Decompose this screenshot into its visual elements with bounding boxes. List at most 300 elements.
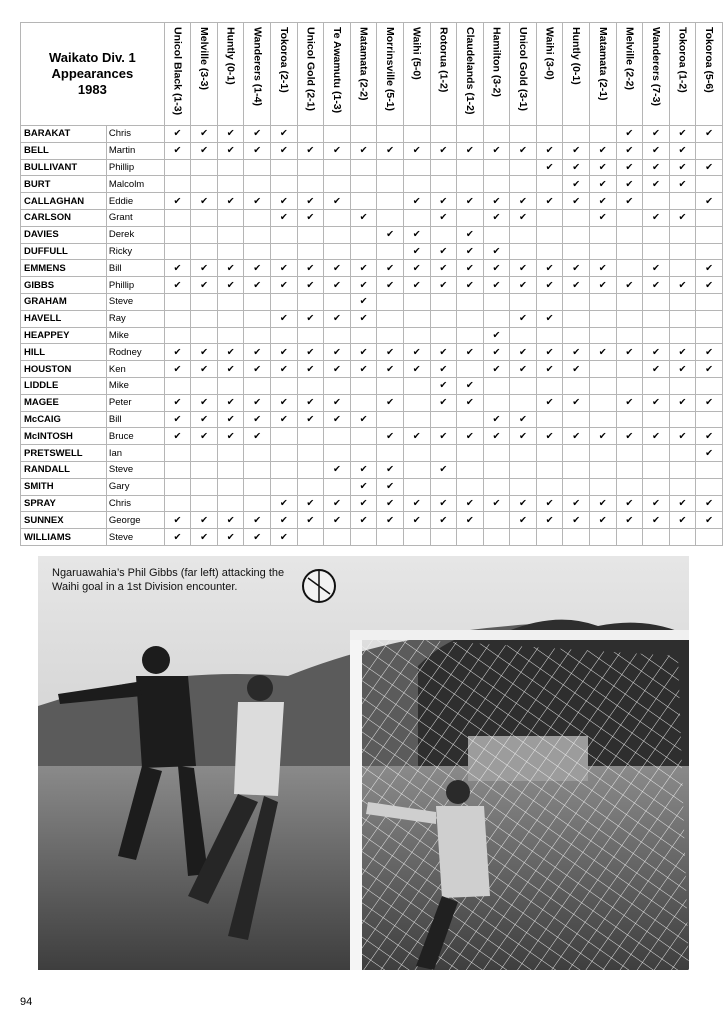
player-surname: HEAPPEY <box>21 327 107 344</box>
appearance-cell-empty <box>217 243 244 260</box>
match-header <box>510 23 537 126</box>
appearance-cell-empty <box>589 394 616 411</box>
appearance-cell-empty <box>643 461 670 478</box>
appearance-tick: ✔ <box>350 293 377 310</box>
appearance-tick: ✔ <box>483 277 510 294</box>
appearance-cell-empty <box>536 176 563 193</box>
appearance-cell-empty <box>696 529 723 546</box>
appearance-tick: ✔ <box>457 495 484 512</box>
appearance-cell-empty <box>403 377 430 394</box>
player-surname: CARLSON <box>21 209 107 226</box>
appearance-cell-empty <box>563 126 590 143</box>
appearance-cell-empty <box>244 327 271 344</box>
appearance-tick: ✔ <box>271 361 298 378</box>
appearance-tick: ✔ <box>696 159 723 176</box>
appearance-cell-empty <box>297 176 324 193</box>
appearance-cell-empty <box>191 310 218 327</box>
appearance-cell-empty <box>377 193 404 210</box>
appearance-cell-empty <box>563 226 590 243</box>
appearance-cell-empty <box>696 243 723 260</box>
appearance-cell-empty <box>510 327 537 344</box>
appearance-cell-empty <box>669 461 696 478</box>
appearance-cell-empty <box>616 243 643 260</box>
appearance-tick: ✔ <box>403 361 430 378</box>
appearance-cell-empty <box>403 478 430 495</box>
player-row <box>21 495 723 512</box>
appearance-cell-empty <box>510 445 537 462</box>
appearance-cell-empty <box>350 394 377 411</box>
appearance-cell-empty <box>696 327 723 344</box>
appearance-cell-empty <box>377 310 404 327</box>
appearance-tick: ✔ <box>563 495 590 512</box>
appearance-tick: ✔ <box>616 428 643 445</box>
appearance-tick: ✔ <box>616 394 643 411</box>
appearance-cell-empty <box>164 377 191 394</box>
appearance-tick: ✔ <box>271 529 298 546</box>
appearance-cell-empty <box>324 126 351 143</box>
appearance-cell-empty <box>217 445 244 462</box>
appearance-cell-empty <box>589 478 616 495</box>
appearance-cell-empty <box>271 327 298 344</box>
appearance-cell-empty <box>244 176 271 193</box>
appearance-tick: ✔ <box>696 344 723 361</box>
appearance-cell-empty <box>244 159 271 176</box>
appearance-tick: ✔ <box>191 142 218 159</box>
appearance-cell-empty <box>483 310 510 327</box>
appearance-tick: ✔ <box>483 411 510 428</box>
appearance-tick: ✔ <box>244 193 271 210</box>
player-firstname: Ian <box>106 445 164 462</box>
appearance-tick: ✔ <box>536 512 563 529</box>
player-firstname: Ricky <box>106 243 164 260</box>
appearance-tick: ✔ <box>510 344 537 361</box>
appearance-tick: ✔ <box>696 445 723 462</box>
appearance-cell-empty <box>643 193 670 210</box>
appearance-cell-empty <box>324 293 351 310</box>
appearance-cell-empty <box>536 226 563 243</box>
player-row <box>21 445 723 462</box>
appearance-tick: ✔ <box>589 159 616 176</box>
appearance-cell-empty <box>244 310 271 327</box>
appearance-cell-empty <box>377 445 404 462</box>
appearance-cell-empty <box>589 377 616 394</box>
appearance-cell-empty <box>377 126 404 143</box>
appearance-tick: ✔ <box>483 193 510 210</box>
player-firstname: Eddie <box>106 193 164 210</box>
appearance-tick: ✔ <box>643 344 670 361</box>
appearance-cell-empty <box>457 310 484 327</box>
appearance-cell-empty <box>324 445 351 462</box>
player-row <box>21 327 723 344</box>
appearance-cell-empty <box>643 478 670 495</box>
appearance-tick: ✔ <box>536 344 563 361</box>
appearance-tick: ✔ <box>350 209 377 226</box>
appearance-tick: ✔ <box>191 428 218 445</box>
player-row <box>21 529 723 546</box>
appearance-tick: ✔ <box>696 428 723 445</box>
appearance-tick: ✔ <box>324 461 351 478</box>
appearance-cell-empty <box>271 461 298 478</box>
title-line-2: Appearances <box>51 66 134 81</box>
appearance-tick: ✔ <box>430 142 457 159</box>
appearance-tick: ✔ <box>350 411 377 428</box>
appearance-cell-empty <box>164 243 191 260</box>
appearance-cell-empty <box>191 159 218 176</box>
appearance-tick: ✔ <box>430 243 457 260</box>
player-surname: BULLIVANT <box>21 159 107 176</box>
appearance-cell-empty <box>324 478 351 495</box>
player-firstname: Malcolm <box>106 176 164 193</box>
match-header <box>669 23 696 126</box>
appearance-tick: ✔ <box>669 394 696 411</box>
appearance-tick: ✔ <box>643 361 670 378</box>
appearance-tick: ✔ <box>589 142 616 159</box>
player-row <box>21 512 723 529</box>
appearance-tick: ✔ <box>563 512 590 529</box>
appearance-tick: ✔ <box>669 512 696 529</box>
appearance-tick: ✔ <box>669 209 696 226</box>
appearance-cell-empty <box>350 159 377 176</box>
appearance-cell-empty <box>483 176 510 193</box>
match-photo <box>38 556 689 970</box>
appearance-tick: ✔ <box>271 126 298 143</box>
appearance-cell-empty <box>589 126 616 143</box>
appearance-tick: ✔ <box>510 361 537 378</box>
appearance-cell-empty <box>324 327 351 344</box>
appearance-tick: ✔ <box>377 478 404 495</box>
match-header <box>271 23 298 126</box>
match-label: Melville (2-2) <box>623 27 636 91</box>
appearance-tick: ✔ <box>669 277 696 294</box>
header-row <box>21 23 723 126</box>
appearance-cell-empty <box>457 327 484 344</box>
appearance-tick: ✔ <box>350 512 377 529</box>
player-row <box>21 428 723 445</box>
player-firstname: Grant <box>106 209 164 226</box>
appearance-tick: ✔ <box>271 209 298 226</box>
player-row <box>21 142 723 159</box>
appearance-cell-empty <box>510 226 537 243</box>
player-row <box>21 209 723 226</box>
appearance-cell-empty <box>563 445 590 462</box>
match-label: Melville (3-3) <box>198 27 211 91</box>
appearance-cell-empty <box>457 126 484 143</box>
appearance-tick: ✔ <box>510 428 537 445</box>
appearance-tick: ✔ <box>324 193 351 210</box>
appearance-cell-empty <box>217 159 244 176</box>
appearance-tick: ✔ <box>669 176 696 193</box>
player-firstname: Steve <box>106 461 164 478</box>
match-header <box>430 23 457 126</box>
appearance-tick: ✔ <box>510 310 537 327</box>
appearance-tick: ✔ <box>669 495 696 512</box>
player-firstname: Bruce <box>106 428 164 445</box>
appearance-cell-empty <box>589 226 616 243</box>
appearance-cell-empty <box>164 310 191 327</box>
appearance-cell-empty <box>403 529 430 546</box>
player-row <box>21 293 723 310</box>
match-label: Huntly (0-1) <box>570 27 583 85</box>
match-label: Hamilton (3-2) <box>490 27 503 98</box>
player-surname: MAGEE <box>21 394 107 411</box>
appearance-tick: ✔ <box>536 277 563 294</box>
appearance-cell-empty <box>643 377 670 394</box>
appearance-tick: ✔ <box>483 361 510 378</box>
player-row <box>21 277 723 294</box>
appearance-tick: ✔ <box>430 344 457 361</box>
appearance-tick: ✔ <box>510 277 537 294</box>
appearance-cell-empty <box>403 159 430 176</box>
appearance-cell-empty <box>536 461 563 478</box>
title-line-3: 1983 <box>77 82 107 97</box>
appearance-tick: ✔ <box>536 495 563 512</box>
appearance-cell-empty <box>616 478 643 495</box>
appearance-tick: ✔ <box>403 226 430 243</box>
appearance-tick: ✔ <box>324 361 351 378</box>
match-label: Huntly (0-1) <box>224 27 237 85</box>
appearance-cell-empty <box>244 377 271 394</box>
appearance-cell-empty <box>510 243 537 260</box>
appearance-cell-empty <box>217 226 244 243</box>
appearance-cell-empty <box>589 445 616 462</box>
player-firstname: Martin <box>106 142 164 159</box>
appearance-cell-empty <box>536 411 563 428</box>
appearance-cell-empty <box>244 461 271 478</box>
appearance-cell-empty <box>377 327 404 344</box>
appearance-cell-empty <box>244 478 271 495</box>
appearance-cell-empty <box>616 310 643 327</box>
appearance-cell-empty <box>164 478 191 495</box>
appearance-tick: ✔ <box>403 142 430 159</box>
player-firstname: Ken <box>106 361 164 378</box>
players-body <box>21 126 723 546</box>
appearance-tick: ✔ <box>297 209 324 226</box>
appearance-cell-empty <box>403 310 430 327</box>
appearance-tick: ✔ <box>643 159 670 176</box>
appearance-tick: ✔ <box>271 344 298 361</box>
appearance-cell-empty <box>483 512 510 529</box>
appearance-cell-empty <box>324 428 351 445</box>
player-firstname: Peter <box>106 394 164 411</box>
player-firstname: Phillip <box>106 159 164 176</box>
appearance-cell-empty <box>297 478 324 495</box>
match-header <box>244 23 271 126</box>
appearance-tick: ✔ <box>643 209 670 226</box>
appearance-tick: ✔ <box>457 277 484 294</box>
appearance-tick: ✔ <box>164 394 191 411</box>
appearance-tick: ✔ <box>377 260 404 277</box>
appearance-tick: ✔ <box>244 361 271 378</box>
match-label: Te Awamutu (1-3) <box>330 27 343 114</box>
appearance-tick: ✔ <box>457 142 484 159</box>
player-row <box>21 377 723 394</box>
appearance-cell-empty <box>271 377 298 394</box>
appearance-tick: ✔ <box>536 361 563 378</box>
appearance-tick: ✔ <box>244 260 271 277</box>
appearance-tick: ✔ <box>510 209 537 226</box>
appearance-tick: ✔ <box>377 394 404 411</box>
appearance-cell-empty <box>403 176 430 193</box>
player-surname: McCAIG <box>21 411 107 428</box>
appearance-tick: ✔ <box>324 411 351 428</box>
appearance-tick: ✔ <box>271 512 298 529</box>
appearance-tick: ✔ <box>191 361 218 378</box>
appearance-cell-empty <box>350 193 377 210</box>
appearance-tick: ✔ <box>164 193 191 210</box>
appearance-cell-empty <box>536 529 563 546</box>
appearance-tick: ✔ <box>616 126 643 143</box>
appearance-cell-empty <box>164 159 191 176</box>
appearance-tick: ✔ <box>377 142 404 159</box>
match-label: Matamata (2-2) <box>357 27 370 101</box>
player-row <box>21 226 723 243</box>
appearance-tick: ✔ <box>191 344 218 361</box>
appearance-cell-empty <box>403 445 430 462</box>
appearance-cell-empty <box>350 529 377 546</box>
appearance-tick: ✔ <box>483 260 510 277</box>
appearance-tick: ✔ <box>217 411 244 428</box>
appearance-tick: ✔ <box>457 193 484 210</box>
appearance-cell-empty <box>643 529 670 546</box>
match-header <box>217 23 244 126</box>
match-label: Tokoroa (5-6) <box>703 27 716 93</box>
appearance-tick: ✔ <box>457 226 484 243</box>
appearance-cell-empty <box>403 209 430 226</box>
appearance-tick: ✔ <box>510 411 537 428</box>
appearance-tick: ✔ <box>244 411 271 428</box>
appearance-cell-empty <box>616 293 643 310</box>
appearance-cell-empty <box>589 243 616 260</box>
appearance-cell-empty <box>244 445 271 462</box>
appearance-cell-empty <box>430 478 457 495</box>
player-firstname: Derek <box>106 226 164 243</box>
appearance-tick: ✔ <box>271 495 298 512</box>
appearance-tick: ✔ <box>430 495 457 512</box>
appearance-tick: ✔ <box>324 495 351 512</box>
appearance-tick: ✔ <box>616 344 643 361</box>
player-surname: GIBBS <box>21 277 107 294</box>
appearance-cell-empty <box>696 209 723 226</box>
appearance-cell-empty <box>350 377 377 394</box>
appearance-tick: ✔ <box>324 277 351 294</box>
appearance-tick: ✔ <box>324 260 351 277</box>
appearance-tick: ✔ <box>164 529 191 546</box>
appearance-cell-empty <box>643 310 670 327</box>
player-surname: BELL <box>21 142 107 159</box>
appearance-tick: ✔ <box>457 428 484 445</box>
appearance-tick: ✔ <box>403 512 430 529</box>
appearance-tick: ✔ <box>164 512 191 529</box>
title-line-1: Waikato Div. 1 <box>49 50 136 65</box>
appearance-cell-empty <box>191 243 218 260</box>
appearance-tick: ✔ <box>696 495 723 512</box>
appearance-tick: ✔ <box>217 428 244 445</box>
player-row <box>21 176 723 193</box>
appearance-cell-empty <box>669 327 696 344</box>
appearance-tick: ✔ <box>191 394 218 411</box>
appearance-cell-empty <box>536 445 563 462</box>
appearance-tick: ✔ <box>616 495 643 512</box>
player-row <box>21 478 723 495</box>
match-header <box>191 23 218 126</box>
appearance-cell-empty <box>403 394 430 411</box>
appearance-cell-empty <box>643 226 670 243</box>
player-firstname: Phillip <box>106 277 164 294</box>
player-surname: HAVELL <box>21 310 107 327</box>
appearance-tick: ✔ <box>483 344 510 361</box>
photo-caption: Ngaruawahia’s Phil Gibbs (far left) attacking the Waihi goal in a 1st Division encounter. <box>52 567 285 593</box>
appearance-cell-empty <box>271 478 298 495</box>
appearance-cell-empty <box>457 461 484 478</box>
appearance-tick: ✔ <box>696 394 723 411</box>
appearance-cell-empty <box>217 209 244 226</box>
appearance-tick: ✔ <box>563 361 590 378</box>
player-surname: PRETSWELL <box>21 445 107 462</box>
appearance-tick: ✔ <box>217 193 244 210</box>
player-firstname: Chris <box>106 495 164 512</box>
appearance-tick: ✔ <box>616 193 643 210</box>
appearance-tick: ✔ <box>297 344 324 361</box>
appearance-tick: ✔ <box>563 428 590 445</box>
page-number: 94 <box>20 996 33 1008</box>
appearance-cell-empty <box>483 394 510 411</box>
appearance-cell-empty <box>430 226 457 243</box>
appearance-cell-empty <box>164 176 191 193</box>
appearance-tick: ✔ <box>536 142 563 159</box>
appearance-tick: ✔ <box>563 344 590 361</box>
appearance-cell-empty <box>403 327 430 344</box>
appearance-tick: ✔ <box>271 193 298 210</box>
appearance-cell-empty <box>696 411 723 428</box>
appearance-tick: ✔ <box>164 411 191 428</box>
appearance-tick: ✔ <box>563 260 590 277</box>
appearance-cell-empty <box>457 293 484 310</box>
appearance-tick: ✔ <box>563 176 590 193</box>
appearance-tick: ✔ <box>696 260 723 277</box>
appearance-tick: ✔ <box>377 344 404 361</box>
appearance-cell-empty <box>510 529 537 546</box>
appearance-cell-empty <box>643 293 670 310</box>
appearance-tick: ✔ <box>244 344 271 361</box>
appearance-tick: ✔ <box>271 310 298 327</box>
appearance-tick: ✔ <box>483 428 510 445</box>
appearance-tick: ✔ <box>669 159 696 176</box>
appearance-cell-empty <box>430 176 457 193</box>
appearance-cell-empty <box>696 461 723 478</box>
appearance-cell-empty <box>217 377 244 394</box>
appearance-cell-empty <box>457 445 484 462</box>
appearance-cell-empty <box>510 394 537 411</box>
match-label: Tokoroa (1-2) <box>676 27 689 93</box>
appearance-cell-empty <box>217 478 244 495</box>
match-header <box>377 23 404 126</box>
appearance-cell-empty <box>510 478 537 495</box>
appearance-tick: ✔ <box>191 512 218 529</box>
appearance-tick: ✔ <box>457 377 484 394</box>
appearance-tick: ✔ <box>643 512 670 529</box>
appearance-cell-empty <box>669 377 696 394</box>
appearance-cell-empty <box>191 226 218 243</box>
appearance-cell-empty <box>297 428 324 445</box>
appearance-tick: ✔ <box>536 159 563 176</box>
appearance-cell-empty <box>696 478 723 495</box>
appearance-cell-empty <box>510 377 537 394</box>
appearance-tick: ✔ <box>510 193 537 210</box>
appearance-cell-empty <box>696 293 723 310</box>
appearance-cell-empty <box>297 293 324 310</box>
appearance-tick: ✔ <box>483 142 510 159</box>
player-firstname: George <box>106 512 164 529</box>
